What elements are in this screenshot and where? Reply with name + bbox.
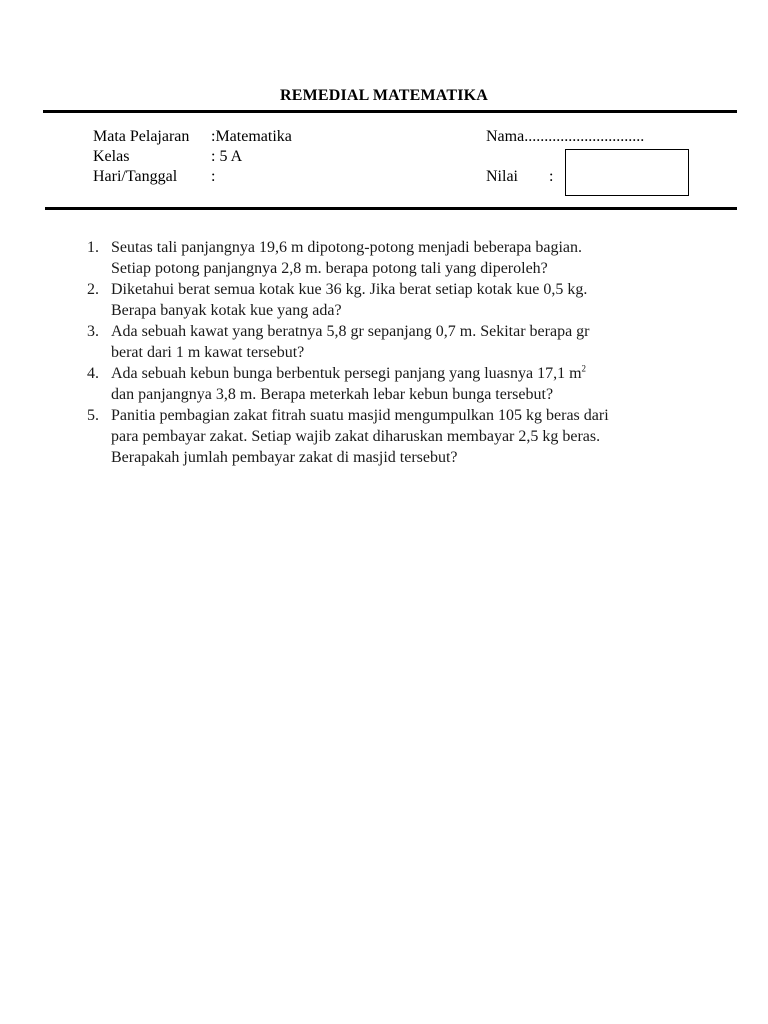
page-title: REMEDIAL MATEMATIKA bbox=[279, 87, 489, 104]
name-field: Nama.............................. bbox=[486, 128, 645, 145]
question-line: Berapakah jumlah pembayar zakat di masjid tersebut? bbox=[111, 449, 458, 466]
question-line: dan panjangnya 3,8 m. Berapa meterkah lebar kebun bunga tersebut? bbox=[111, 386, 554, 403]
question-list bbox=[87, 237, 687, 468]
question-line bbox=[111, 363, 687, 384]
question-number: 5. bbox=[87, 407, 99, 424]
subject-label: Mata Pelajaran bbox=[93, 128, 190, 145]
question-item bbox=[87, 321, 687, 363]
question-item bbox=[87, 237, 687, 279]
score-colon: : bbox=[549, 168, 554, 185]
subject-value: :Matematika bbox=[211, 128, 292, 145]
class-label: Kelas bbox=[93, 148, 130, 165]
question-line: Setiap potong panjangnya 2,8 m. berapa potong tali yang diperoleh? bbox=[111, 260, 548, 277]
score-box bbox=[565, 149, 689, 196]
question-number: 4. bbox=[87, 365, 99, 382]
question-item bbox=[87, 279, 687, 321]
date-value: : bbox=[211, 168, 216, 185]
class-value: : 5 A bbox=[211, 148, 243, 165]
question-number: 3. bbox=[87, 323, 99, 340]
question-line: Diketahui berat semua kotak kue 36 kg. Jika berat setiap kotak kue 0,5 kg. bbox=[111, 281, 588, 298]
score-label: Nilai bbox=[486, 168, 518, 185]
squared-superscript: 2 bbox=[581, 363, 587, 374]
question-item bbox=[87, 363, 687, 405]
question-line: Berapa banyak kotak kue yang ada? bbox=[111, 302, 342, 319]
question-line: Panitia pembagian zakat fitrah suatu masjid mengumpulkan 105 kg beras dari bbox=[111, 407, 609, 424]
question-line: berat dari 1 m kawat tersebut? bbox=[111, 344, 305, 361]
header-top-rule bbox=[43, 110, 737, 113]
question-number: 1. bbox=[87, 239, 99, 256]
header-bottom-rule bbox=[45, 207, 737, 210]
question-line: para pembayar zakat. Setiap wajib zakat diharuskan membayar 2,5 kg beras. bbox=[111, 428, 601, 445]
question-line-text: Ada sebuah kebun bunga berbentuk persegi panjang yang luasnya 17,1 m bbox=[111, 365, 582, 382]
question-number: 2. bbox=[87, 281, 99, 298]
question-line: Seutas tali panjangnya 19,6 m dipotong-potong menjadi beberapa bagian. bbox=[111, 239, 582, 256]
question-item bbox=[87, 405, 687, 468]
question-line: Ada sebuah kawat yang beratnya 5,8 gr sepanjang 0,7 m. Sekitar berapa gr bbox=[111, 323, 590, 340]
date-label: Hari/Tanggal bbox=[93, 168, 178, 185]
